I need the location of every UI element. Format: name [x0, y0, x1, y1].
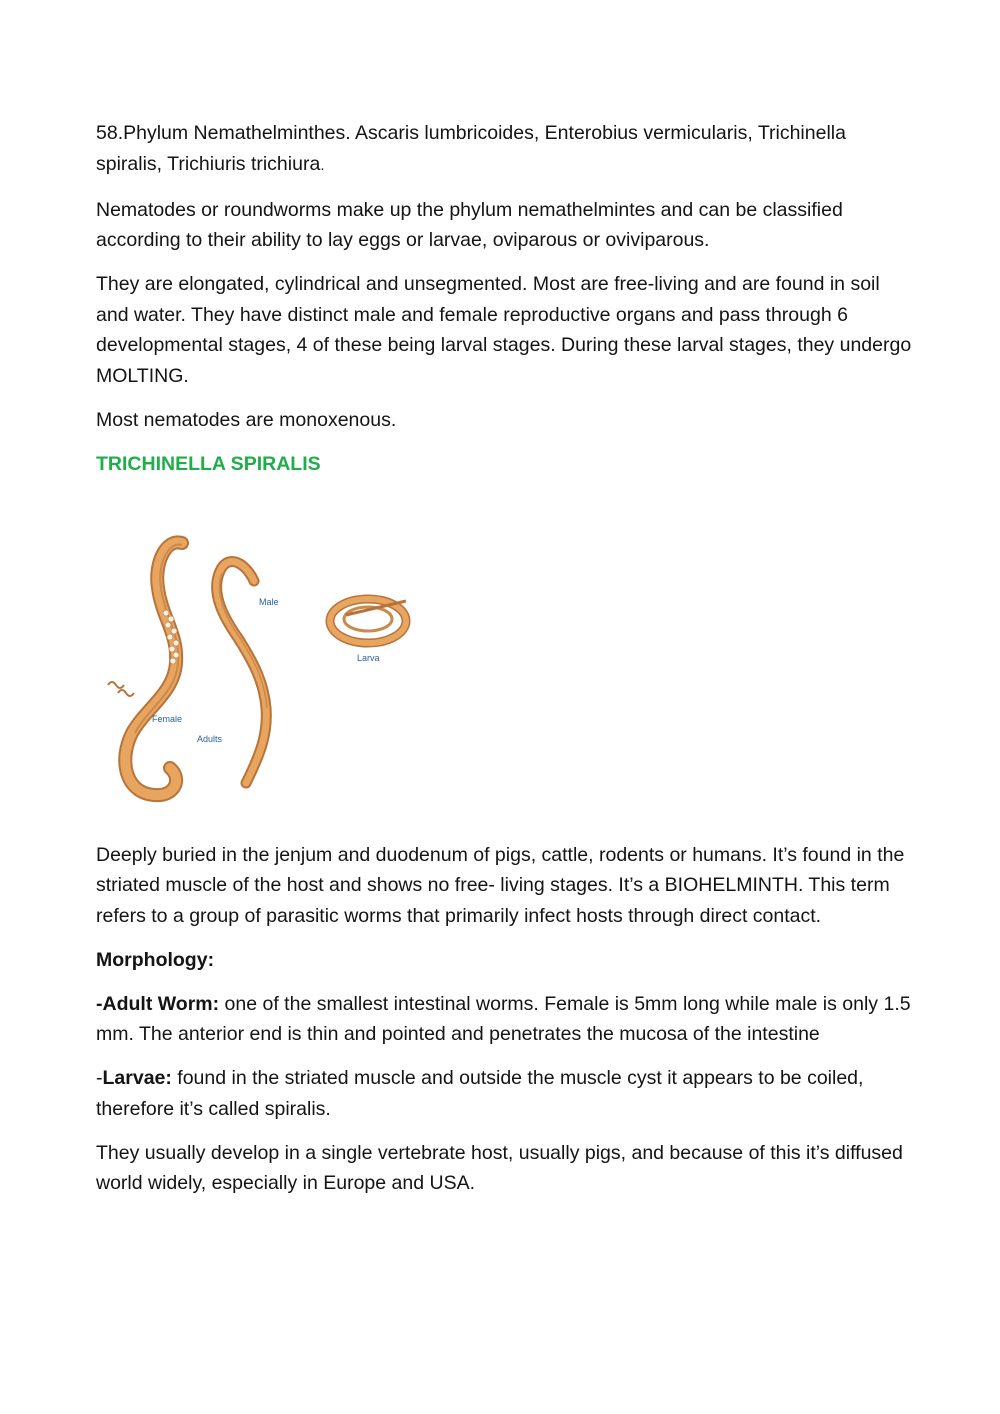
paragraph-nematodes: Nematodes or roundworms make up the phylum nemathelmintes and can be classified according to their ability to lay eggs or larvae, oviparous or oviviparous. [96, 198, 843, 251]
intro-title-period: . [320, 156, 325, 174]
larva-label: Larva [357, 652, 380, 663]
larvae-label: Larvae: [102, 1067, 172, 1089]
intro-title [96, 118, 916, 181]
larvae-prefix: - [96, 1067, 103, 1089]
female-worm-fill [125, 542, 182, 795]
section-heading: TRICHINELLA SPIRALIS [96, 452, 321, 475]
released-larvae [108, 682, 134, 696]
adult-worm-text: one of the smallest intestinal worms. Female is 5mm long while male is only 1.5 mm. The anterior end is thin and pointed and penetrates the mucosa of the intestine [96, 992, 911, 1045]
adult-worm-label: -Adult Worm: [96, 992, 220, 1015]
paragraph-description: Deeply buried in the jenjum and duodenum of pigs, cattle, rodents or humans. It’s found in the striated muscle of the host and shows no free- living stages. It’s a BIOHELMINTH. This term refers to a group of parasitic worms that primarily infect hosts through direct contact. [96, 843, 905, 927]
intro-title-text: 58.Phylum Nemathelminthes. Ascaris lumbricoides, Enterobius vermicularis, Trichinella spiralis, Trichiuris trichiura [96, 122, 846, 175]
larvae-text: found in the striated muscle and outside the muscle cyst it appears to be coiled, therefore it’s called spiralis. [96, 1067, 864, 1120]
paragraph-closing: They usually develop in a single vertebrate host, usually pigs, and because of this it’s diffused world widely, especially in Europe and USA. [96, 1141, 903, 1194]
female-label: Female [152, 713, 183, 724]
paragraph-adult-worm [96, 989, 916, 1050]
male-label: Male [259, 596, 279, 607]
paragraph-larvae [96, 1063, 916, 1124]
paragraph-monoxenous: Most nematodes are monoxenous. [96, 408, 397, 431]
paragraph-characteristics: They are elongated, cylindrical and unsegmented. Most are free-living and are found in soil and water. They have distinct male and female reproductive organs and pass through 6 developmental stages, 4 of these being larval stages. During these larval stages, they undergo MOLTING. [96, 273, 912, 387]
morphology-heading: Morphology: [96, 948, 215, 971]
document-page [96, 118, 916, 1212]
trichinella-illustration [96, 493, 426, 828]
adults-label: Adults [197, 733, 223, 744]
